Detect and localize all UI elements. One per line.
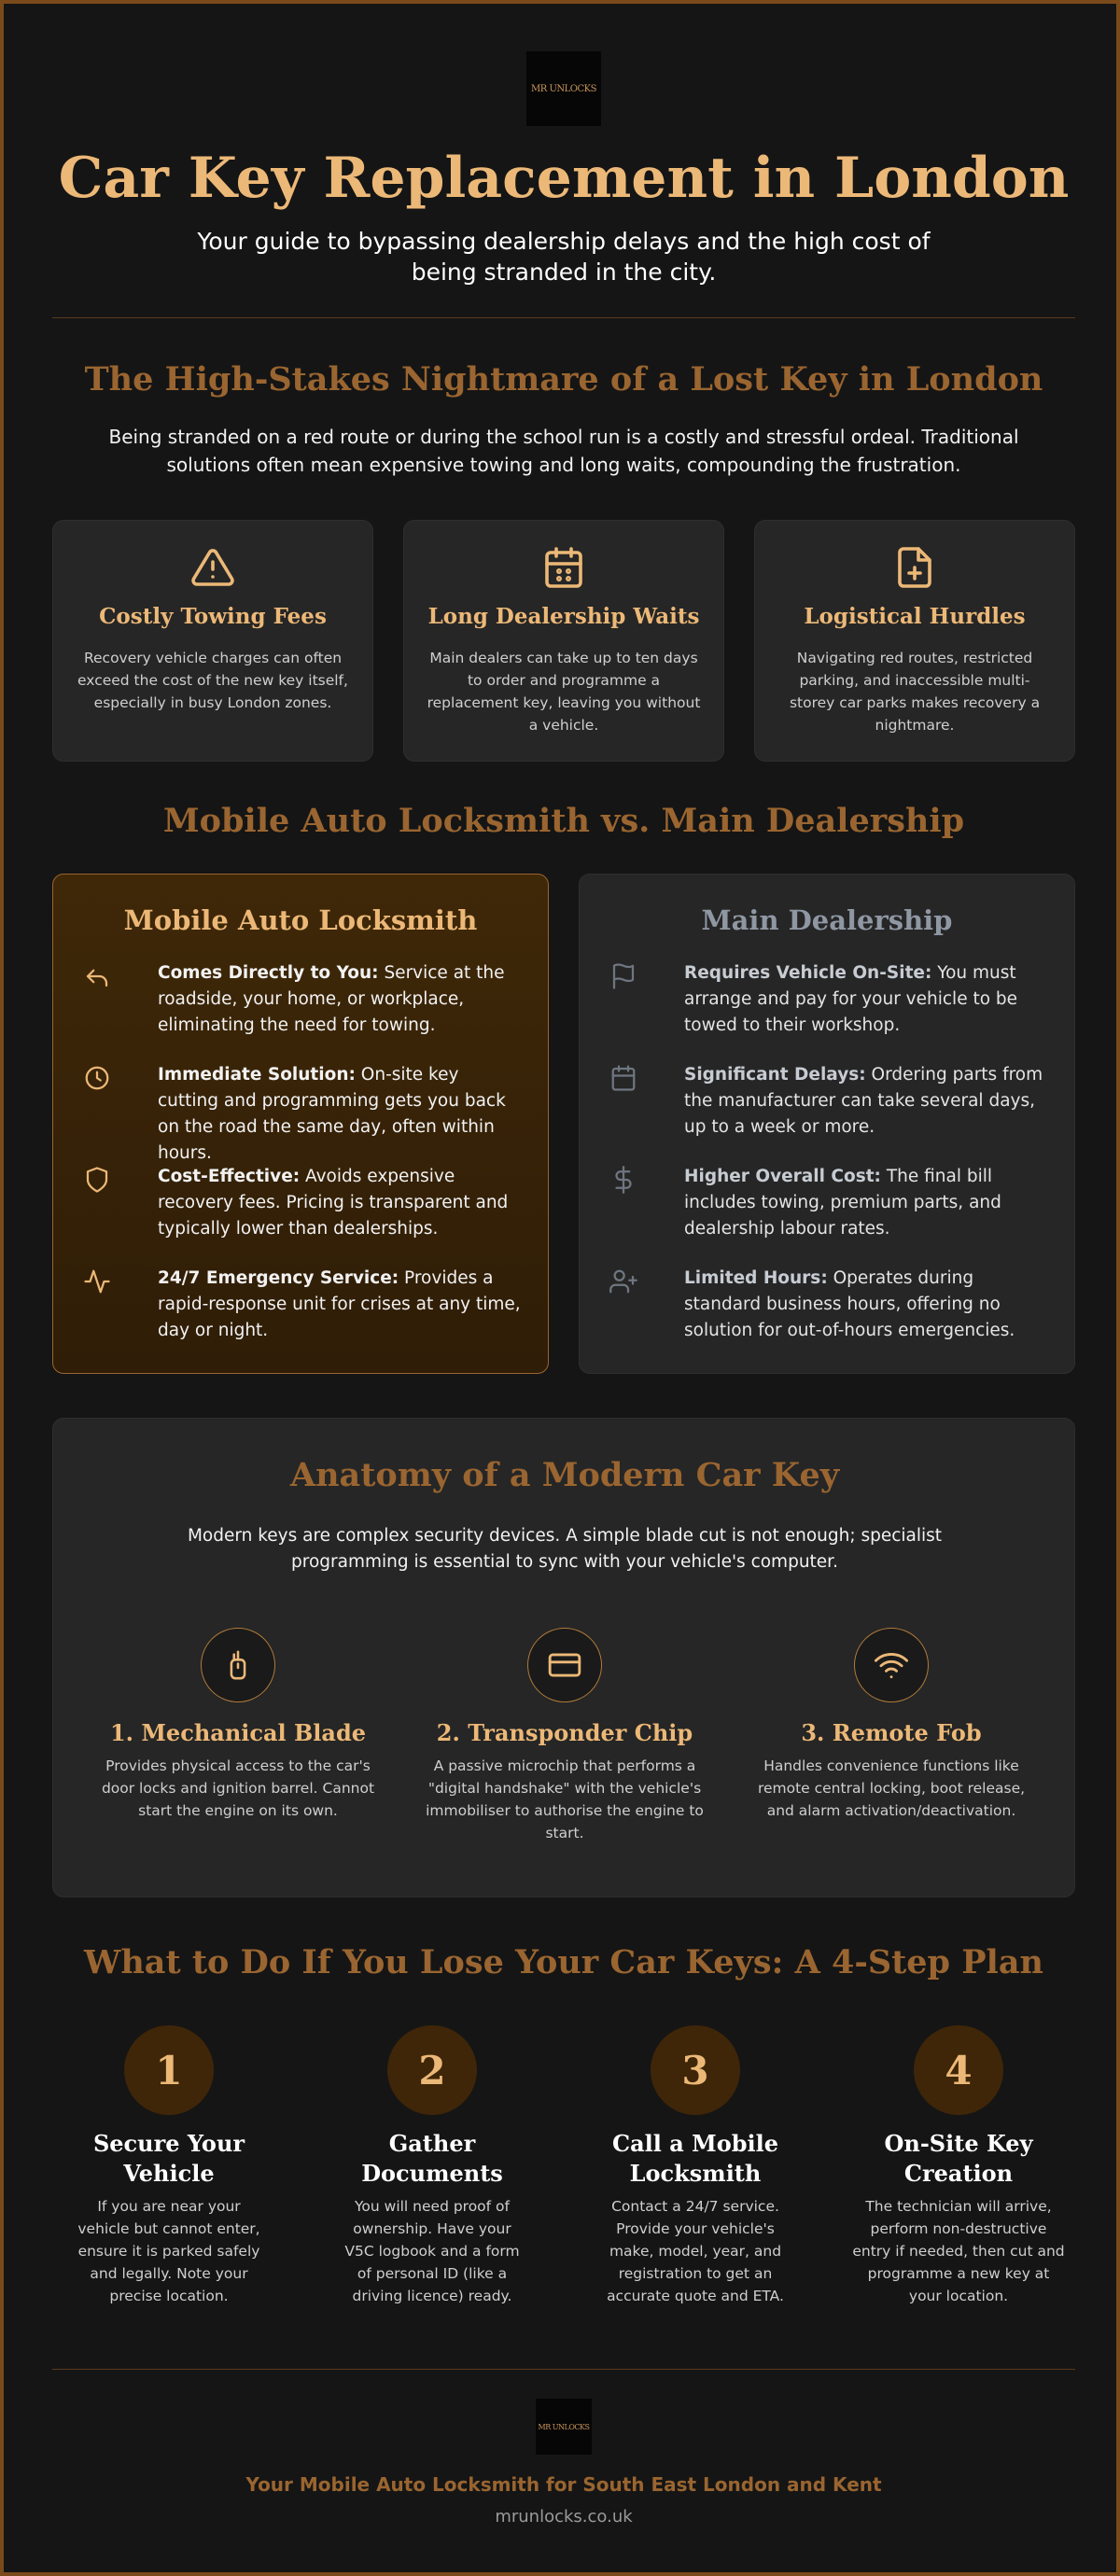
benefit-label: Immediate Solution: bbox=[158, 1065, 356, 1085]
step-number: 3 bbox=[651, 2025, 740, 2115]
footer-website-link[interactable]: mrunlocks.co.uk bbox=[495, 2507, 633, 2527]
step-text: If you are near your vehicle but cannot enter, ensure it is parked safely and legally. Note your precise location. bbox=[77, 2198, 260, 2304]
benefit-label: Comes Directly to You: bbox=[158, 963, 379, 983]
flag-icon bbox=[609, 962, 637, 990]
anatomy-item-title: 3. Remote Fob bbox=[801, 1719, 982, 1746]
drawback-text: Operates during standard business hours, offering no solution for out-of-hours emergencies. bbox=[684, 1268, 1015, 1340]
step-text: Contact a 24/7 service. Provide your vehicle's make, model, year, and registration to get an accurate quote and ETA. bbox=[607, 2198, 784, 2304]
drawback-label: Significant Delays: bbox=[684, 1065, 866, 1085]
anatomy-item-text: A passive microchip that performs a "digital handshake" with the vehicle's immobiliser to authorise the engine to start. bbox=[426, 1757, 704, 1841]
divider bbox=[52, 2369, 1075, 2370]
step-number: 1 bbox=[124, 2025, 214, 2115]
step-title: Secure Your Vehicle bbox=[92, 2130, 245, 2187]
footer-logo: MR UNLOCKS bbox=[536, 2399, 592, 2455]
drawback-text: Ordering parts from the manufacturer can take several days, up to a week or more. bbox=[684, 1065, 1043, 1137]
benefit-text: Avoids expensive recovery fees. Pricing is transparent and typically lower than dealerships. bbox=[158, 1167, 509, 1239]
user-plus-icon bbox=[609, 1267, 637, 1295]
clock-icon bbox=[83, 1064, 111, 1092]
anatomy-panel bbox=[52, 1418, 1075, 1897]
step-title: Call a Mobile Locksmith bbox=[611, 2130, 778, 2187]
dollar-icon bbox=[609, 1166, 637, 1194]
step-text: You will need proof of ownership. Have your V5C logbook and a form of personal ID (like a driving licence) ready. bbox=[344, 2198, 520, 2304]
activity-icon bbox=[83, 1267, 111, 1295]
card-text: Main dealers can take up to ten days to order and programme a replacement key, leaving you without a vehicle. bbox=[427, 650, 701, 734]
anatomy-item-text: Handles convenience functions like remote central locking, boot release, and alarm activation/deactivation. bbox=[757, 1757, 1026, 1819]
anatomy-text: Modern keys are complex security devices. A simple blade cut is not enough; specialist programming is essential to sync with your vehicle's computer. bbox=[187, 1526, 943, 1572]
locksmith-panel bbox=[52, 874, 549, 1374]
step-text: The technician will arrive, perform non-destructive entry if needed, then cut and programme a new key at your location. bbox=[852, 2198, 1065, 2304]
card-title: Long Dealership Waits bbox=[427, 604, 700, 629]
problem-card bbox=[754, 520, 1075, 762]
warning-triangle-icon bbox=[190, 545, 235, 590]
drawback-text: The final bill includes towing, premium parts, and dealership labour rates. bbox=[684, 1167, 1001, 1239]
problem-card bbox=[52, 520, 373, 762]
step-number: 4 bbox=[914, 2025, 1003, 2115]
step-title: Gather Documents bbox=[361, 2130, 503, 2187]
credit-card-chip-icon bbox=[527, 1628, 602, 1702]
calendar-icon bbox=[541, 545, 586, 590]
nightmare-title: The High-Stakes Nightmare of a Lost Key in London bbox=[84, 360, 1043, 399]
drawback-label: Limited Hours: bbox=[684, 1268, 828, 1288]
drawback-label: Higher Overall Cost: bbox=[684, 1167, 881, 1186]
shield-icon bbox=[83, 1166, 111, 1194]
return-arrow-icon bbox=[83, 962, 111, 990]
nightmare-text: Being stranded on a red route or during the school run is a costly and stressful ordeal. Traditional solutions often mean expensive towing and long waits, compounding the frustration. bbox=[108, 426, 1019, 476]
anatomy-item-title: 1. Mechanical Blade bbox=[109, 1719, 367, 1746]
locksmith-title: Mobile Auto Locksmith bbox=[123, 904, 478, 936]
card-title: Costly Towing Fees bbox=[99, 604, 327, 629]
file-plus-icon bbox=[892, 545, 937, 590]
benefit-text: On-site key cutting and programming gets you back on the road the same day, often within hours. bbox=[158, 1065, 506, 1163]
divider bbox=[52, 317, 1075, 318]
step-number: 2 bbox=[387, 2025, 477, 2115]
anatomy-title: Anatomy of a Modern Car Key bbox=[289, 1456, 840, 1494]
benefit-label: 24/7 Emergency Service: bbox=[158, 1268, 399, 1288]
card-text: Recovery vehicle charges can often exceed the cost of the new key itself, especially in busy London zones. bbox=[77, 650, 348, 711]
anatomy-item-text: Provides physical access to the car's door locks and ignition barrel. Cannot start the engine on its own. bbox=[101, 1757, 375, 1819]
benefit-text: Provides a rapid-response unit for crises at any time, day or night. bbox=[158, 1268, 521, 1340]
brand-logo: MR UNLOCKS bbox=[526, 51, 601, 126]
drawback-label: Requires Vehicle On-Site: bbox=[684, 963, 932, 983]
footer-tagline: Your Mobile Auto Locksmith for South East London and Kent bbox=[245, 2473, 882, 2496]
problem-card bbox=[403, 520, 724, 762]
card-title: Logistical Hurdles bbox=[804, 604, 1026, 629]
anatomy-item-title: 2. Transponder Chip bbox=[436, 1719, 693, 1746]
page-title: Car Key Replacement in London bbox=[58, 146, 1070, 211]
calendar-icon bbox=[609, 1064, 637, 1092]
dealership-title: Main Dealership bbox=[701, 904, 953, 936]
drawback-text: You must arrange and pay for your vehicle to be towed to their workshop. bbox=[684, 963, 1018, 1035]
plan-title: What to Do If You Lose Your Car Keys: A 4-Step Plan bbox=[84, 1943, 1043, 1981]
card-text: Navigating red routes, restricted parking, and inaccessible multi-storey car parks makes recovery a nightmare. bbox=[789, 650, 1041, 734]
wifi-signal-icon bbox=[854, 1628, 929, 1702]
page-subtitle: Your guide to bypassing dealership delays and the high cost of being stranded in the city. bbox=[197, 228, 931, 286]
comparison-title: Mobile Auto Locksmith vs. Main Dealership bbox=[162, 802, 965, 840]
dealership-panel bbox=[579, 874, 1075, 1374]
benefit-text: Service at the roadside, your home, or workplace, eliminating the need for towing. bbox=[158, 963, 505, 1035]
step-title: On-Site Key Creation bbox=[884, 2130, 1033, 2187]
mouse-blade-icon bbox=[201, 1628, 275, 1702]
benefit-label: Cost-Effective: bbox=[158, 1167, 301, 1186]
